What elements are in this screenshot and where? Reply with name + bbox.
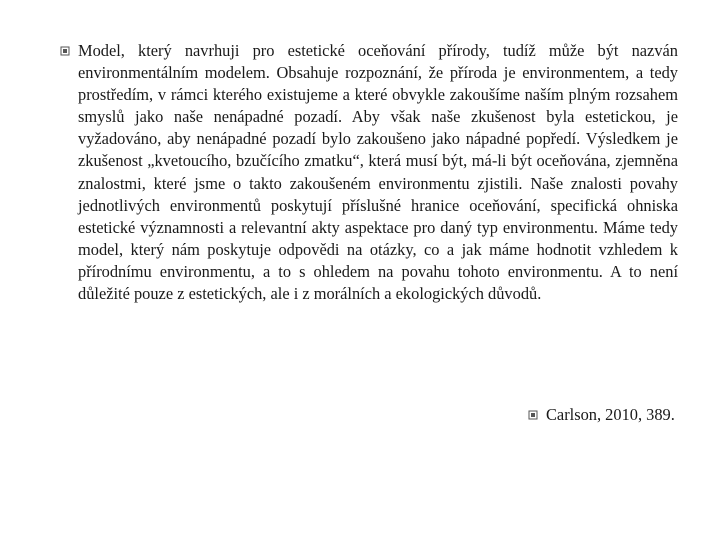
quote-text: Model, který navrhuji pro estetické oceňování přírody, tudíž může být nazván environmentálním modelem. Obsahuje rozpoznání, že příroda je environmentem, a tedy prostředím, v rámci kterého existujeme a které obvykle zakoušíme naším plným rozsahem smyslů jako naše nenápadné pozadí. Aby však naše zkušenost byla estetickou, je vyžadováno, aby nenápadné pozadí bylo zakoušeno jako nápadné popředí. Výsledkem je zkušenost „kvetoucího, bzučícího zmatku“, která musí být, má-li být oceňována, zjemněna znalostmi, které jsme o takto zakoušeném environmentu zjistili. Naše znalosti povahy jednotlivých environmentů poskytují příslušné hranice oceňování, specifická ohniska estetické významnosti a relevantní akty aspektace pro daný typ environmentu. Máme tedy model, který nám poskytuje odpovědi na otázky, co a jak máme hodnotit vzhledem k přírodnímu environmentu, a to s ohledem na povahu tohoto environmentu. A to není důležité pouze z estetických, ale i z morálních a ekologických důvodů. <box>78 41 678 304</box>
bullet-square-icon <box>528 410 538 420</box>
quote-bullet-item <box>60 40 678 305</box>
bullet-square-icon <box>60 46 70 56</box>
citation-bullet-item <box>528 404 675 426</box>
citation-text: Carlson, 2010, 389. <box>546 405 675 424</box>
